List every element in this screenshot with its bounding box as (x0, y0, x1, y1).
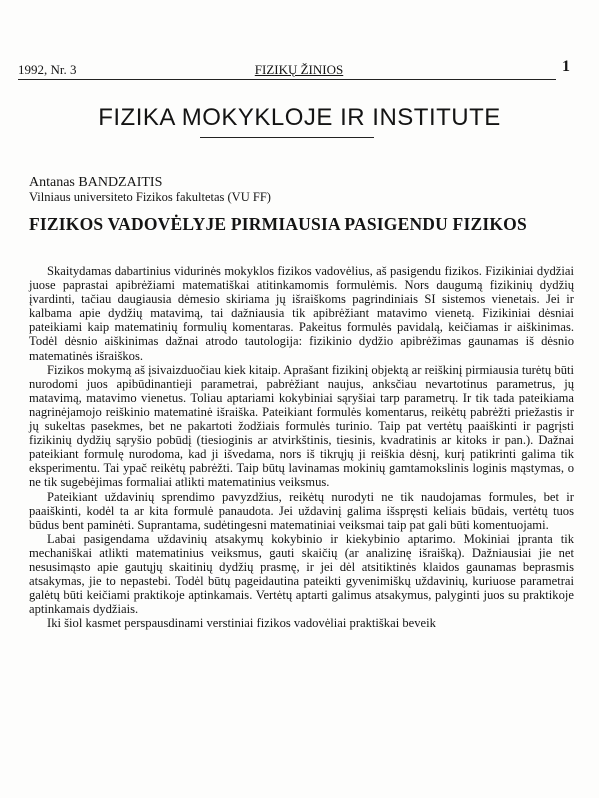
section-title: FIZIKA MOKYKLOJE IR INSTITUTE (98, 104, 501, 131)
journal-name: FIZIKŲ ŽINIOS (254, 62, 344, 77)
issue-label: 1992, Nr. 3 (18, 62, 77, 77)
running-header (18, 58, 580, 78)
page-number: 1 (562, 58, 570, 75)
author-name (29, 175, 162, 191)
paragraph-3: Pateikiant uždavinių sprendimo pavyzdžius, reikėtų nurodyti ne tik naudojamas formules, bet ir paaiškinti, kodėl ta ar kita formulė panaudota. Jei uždavinį galima išspręsti keliais būdais, vertėtų tuos būdus bent paminėti. Suprantama, sudėtingesni matematiniai veiksmai taip pat gali būti komentuojami. (29, 489, 574, 532)
paragraph-4: Labai pasigendama uždavinių atsakymų kokybinio ir kiekybinio aptarimo. Mokiniai įpranta tik mechaniškai atlikti matematinius veiksmus, gauti skaičių (ar analizinę išraišką). Dažniausiai jie net nesusimąsto apie gautųjų skaitinių dydžių prasmę, ir jei dėl atsitiktinės klaidos gaunamas beprasmis atsakymas, jie to nepastebi. Todėl būtų pageidautina pateikti gyvenimiškų uždavinių, kuriuose parametrai galėtų būti keičiami praktikoje aptinkamais. Vertėtų aptarti galimus atsakymus, palyginti juos su praktikoje aptinkamais dydžiais. (29, 531, 574, 617)
header-rule (18, 79, 556, 80)
article-title: FIZIKOS VADOVĖLYJE PIRMIAUSIA PASIGENDU FIZIKOS (29, 214, 527, 234)
author-last-name: BANDZAITIS (78, 175, 163, 190)
section-title-underline (200, 137, 374, 138)
paragraph-2: Fizikos mokymą aš įsivaizduočiau kiek kitaip. Aprašant fizikinį objektą ar reiškinį pirmiausia turėtų būti nurodomi juos apibūdinantieji parametrai, pabrėžiant naujus, anksčiau nevartotinus parametrus, jų matavimą, matavimo vienetus. Toliau aptariami kokybiniai sąryšiai tarp parametrų. Ir tik tada pateikiama nagrinėjamojo reiškinio matematinė išraiška. Pateikiant formulės komentarus, reikėtų pabrėžti priežastis ir jų sukeltas pasekmes, bet ne pakartoti žodžiais formulės turinio. Taip pat vertėtų paaiškinti ir pagrįsti fizikinių dydžių sąryšio pobūdį (tiesioginis ar atvirkštinis, tiesinis, kvadratinis ar kitoks ir pan.). Dažnai pateikiant formulę nurodoma, kad ji išvedama, nors iš tikrųjų ji reiškia dėsnį, kurį patikrinti galima tik eksperimentu. Tai ypač reikėtų pabrėžti. Taip būtų lavinamas mokinių gamtamokslinis loginis mąstymas, o ne tik sugebėjimas formaliai atlikti matematinius veiksmus. (29, 362, 574, 490)
paragraph-1: Skaitydamas dabartinius vidurinės mokyklos fizikos vadovėlius, aš pasigendu fizikos. Fizikiniai dydžiai juose paprastai apibrėžiami matematiškai atitinkamomis formulėmis. Nors daugumą fizikinių dydžių įvardinti, tačiau daugiausia dėmesio skiriama jų išraiškoms pagrindiniais SI sistemos vienetais. Jei ir kalbama apie dydžių matavimą, tai dažniausia tik apibrėžiant matavimo vienetą. Fizikiniai dėsniai pateikiami kaip matematinių formulių komentaras. Pakeitus formulės pavidalą, keičiamas ir aiškinimas. Todėl dėsnio aiškinimas dažnai atrodo tautologija: fizikinio dydžio apibrėžimas gaunamas iš dėsnio matematinės išraiškos. (29, 264, 574, 363)
author-affiliation: Vilniaus universiteto Fizikos fakultetas (VU FF) (29, 190, 271, 204)
paragraph-5: Iki šiol kasmet perspausdinami verstiniai fizikos vadovėliai praktiškai beveik (47, 616, 436, 631)
author-first-name: Antanas (29, 175, 75, 190)
article-body (29, 264, 574, 630)
